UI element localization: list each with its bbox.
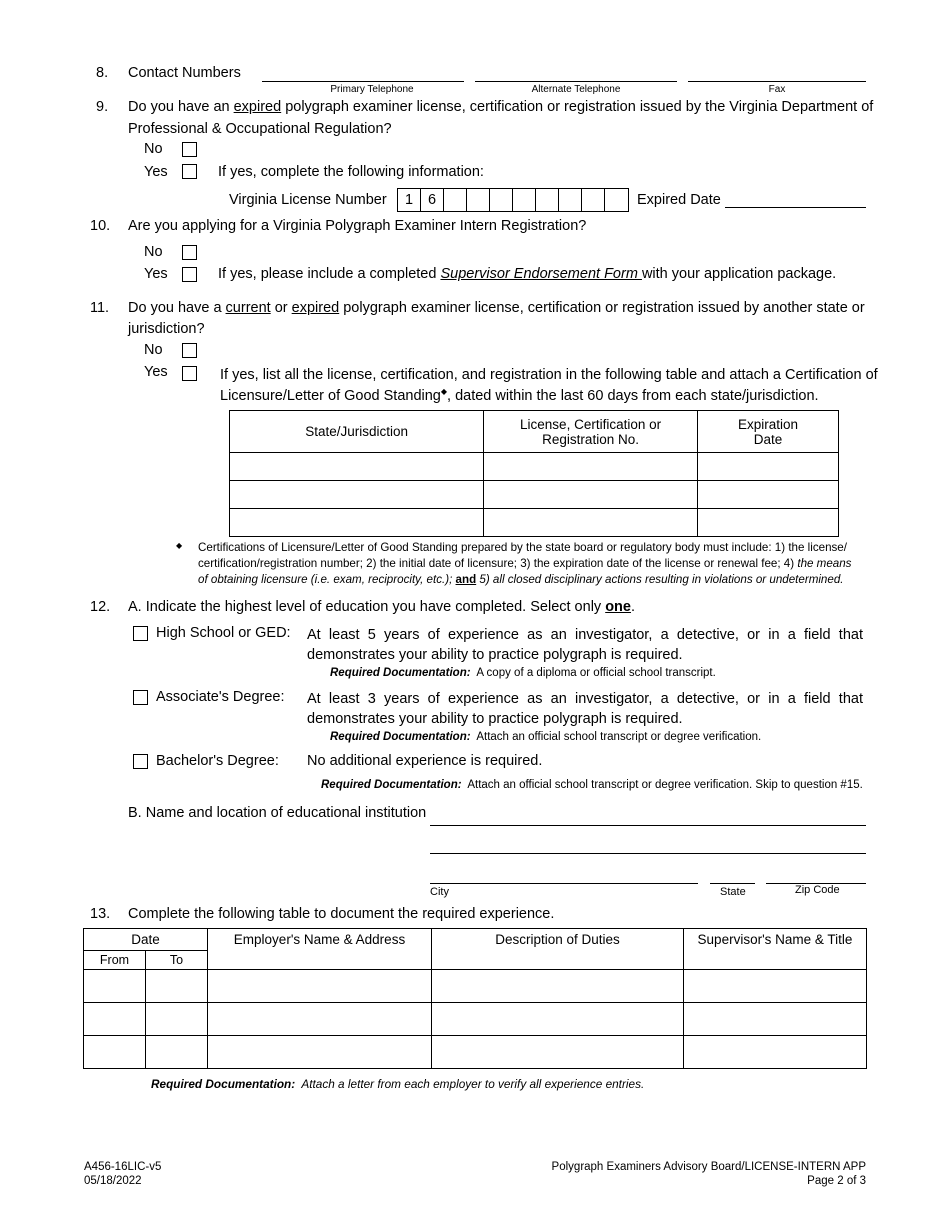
license-number-header: License, Certification or Registration No. (484, 411, 698, 453)
q11-no-label: No (144, 342, 163, 358)
license-digit[interactable] (444, 189, 467, 211)
state-field[interactable] (710, 883, 755, 884)
q11-yes-text: If yes, list all the license, certification, and registration in the following table and attach a Certification of (220, 367, 878, 383)
q9-no-checkbox[interactable] (182, 142, 197, 157)
q11-yes-label: Yes (144, 364, 168, 380)
high-school-checkbox[interactable] (133, 626, 148, 641)
q9-question-line2: Professional & Occupational Regulation? (128, 121, 392, 137)
q9-yes-checkbox[interactable] (182, 164, 197, 179)
q9-yes-label: Yes (144, 164, 168, 180)
other-license-table (229, 410, 839, 537)
q11-question: Do you have a current or expired polygraph examiner license, certification or registration issued by another state or (128, 300, 865, 316)
date-header: Date (84, 929, 208, 951)
fax-caption: Fax (768, 84, 786, 95)
expired-date-label: Expired Date (637, 192, 721, 208)
q10-question: Are you applying for a Virginia Polygraph Examiner Intern Registration? (128, 218, 587, 234)
q10-yes-label: Yes (144, 266, 168, 282)
q11-number: 11. (90, 300, 110, 316)
q10-no-checkbox[interactable] (182, 245, 197, 260)
associates-degree-checkbox[interactable] (133, 690, 148, 705)
q11-question-line2: jurisdiction? (128, 321, 205, 337)
license-digit[interactable] (490, 189, 513, 211)
to-header: To (146, 951, 208, 970)
q12b-question: B. Name and location of educational institution (128, 805, 427, 821)
license-digit[interactable] (582, 189, 605, 211)
license-digit[interactable] (513, 189, 536, 211)
table-row (230, 453, 839, 481)
q9-number: 9. (96, 99, 109, 115)
q13-number: 13. (90, 906, 111, 922)
experience-required-doc: Required Documentation: Attach a letter from each employer to verify all experience entries. (151, 1077, 645, 1091)
table-row (230, 481, 839, 509)
table-row (84, 970, 867, 1003)
primary-telephone-caption: Primary Telephone (330, 84, 414, 95)
institution-name-field[interactable] (430, 825, 866, 826)
q8-label: Contact Numbers (128, 65, 241, 81)
associates-degree-label: Associate's Degree: (156, 689, 285, 705)
note-bullet-icon: ◆ (176, 541, 183, 550)
form-id: A456-16LIC-v5 (84, 1161, 162, 1173)
state-caption: State (720, 886, 746, 898)
table-row (84, 1003, 867, 1036)
q9-no-label: No (144, 141, 163, 157)
fax-field[interactable] (688, 81, 866, 82)
license-digit[interactable] (559, 189, 582, 211)
experience-table (83, 928, 867, 1069)
bachelors-degree-checkbox[interactable] (133, 754, 148, 769)
q10-no-label: No (144, 244, 163, 260)
board-name: Polygraph Examiners Advisory Board/LICENSE-INTERN APP (551, 1161, 866, 1173)
city-field[interactable] (430, 883, 698, 884)
institution-address-field[interactable] (430, 853, 866, 854)
bachelors-degree-desc: No additional experience is required. (307, 753, 543, 769)
high-school-required-doc: Required Documentation: A copy of a diploma or official school transcript. (330, 667, 716, 679)
licensure-note: Certifications of Licensure/Letter of Good Standing prepared by the state board or regulatory body must include: 1) the license/ certification/registration number; 2) the initial date of licensure; 3) the expiration date of the license or renewal fee; 4) the means of obtaining licensure (i.e. exam, reciprocity, etc.); and 5) all closed disciplinary actions resulting in violations or undetermined. (198, 541, 852, 586)
q10-yes-checkbox[interactable] (182, 267, 197, 282)
q9-question: Do you have an expired polygraph examiner license, certification or registration issued by the Virginia Department of (128, 99, 874, 115)
q13-question: Complete the following table to document the required experience. (128, 906, 555, 922)
bachelors-degree-required-doc: Required Documentation: Attach an official school transcript or degree verification. Skip to question #15. (321, 779, 863, 791)
license-digit[interactable] (536, 189, 559, 211)
license-digit[interactable] (605, 189, 628, 211)
primary-telephone-field[interactable] (262, 81, 464, 82)
table-row (84, 1036, 867, 1069)
bachelors-degree-label: Bachelor's Degree: (156, 753, 279, 769)
expired-date-field[interactable] (725, 207, 866, 208)
associates-degree-required-doc: Required Documentation: Attach an official school transcript or degree verification. (330, 731, 762, 743)
license-digit[interactable]: 6 (421, 189, 444, 211)
q8-number: 8. (96, 65, 109, 81)
city-caption: City (430, 886, 449, 898)
from-header: From (84, 951, 146, 970)
q10-yes-text: If yes, please include a completed Supervisor Endorsement Form with your application package. (218, 266, 837, 282)
high-school-desc: At least 5 years of experience as an investigator, a detective, or in a field that demonstrates your ability to practice polygraph is required. (307, 627, 863, 663)
state-jurisdiction-header: State/Jurisdiction (230, 411, 484, 453)
high-school-label: High School or GED: (156, 625, 291, 641)
employer-header: Employer's Name & Address (208, 929, 432, 970)
supervisor-header: Supervisor's Name & Title (684, 929, 867, 970)
duties-header: Description of Duties (432, 929, 684, 970)
q11-yes-text-line2: Licensure/Letter of Good Standing◆, dated within the last 60 days from each state/jurisdiction. (220, 387, 819, 404)
q12-number: 12. (90, 599, 111, 615)
expiration-date-header: Expiration Date (697, 411, 838, 453)
table-row (230, 509, 839, 537)
q10-number: 10. (90, 218, 111, 234)
form-date: 05/18/2022 (84, 1175, 142, 1187)
q11-no-checkbox[interactable] (182, 343, 197, 358)
q9-yes-text: If yes, complete the following information: (218, 164, 484, 180)
license-digit[interactable]: 1 (398, 189, 421, 211)
license-number-boxes[interactable] (397, 188, 629, 212)
license-digit[interactable] (467, 189, 490, 211)
diamond-icon: ◆ (440, 387, 448, 396)
page-number: Page 2 of 3 (807, 1175, 866, 1187)
license-number-label: Virginia License Number (229, 192, 387, 208)
alternate-telephone-field[interactable] (475, 81, 677, 82)
zip-code-caption: Zip Code (795, 884, 840, 896)
q12a-question: A. Indicate the highest level of education you have completed. Select only one. (128, 599, 636, 615)
q11-yes-checkbox[interactable] (182, 366, 197, 381)
supervisor-endorsement-form-link: Supervisor Endorsement Form (440, 266, 642, 282)
alternate-telephone-caption: Alternate Telephone (531, 84, 621, 95)
associates-degree-desc: At least 3 years of experience as an investigator, a detective, or in a field that demonstrates your ability to practice polygraph is required. (307, 691, 863, 727)
